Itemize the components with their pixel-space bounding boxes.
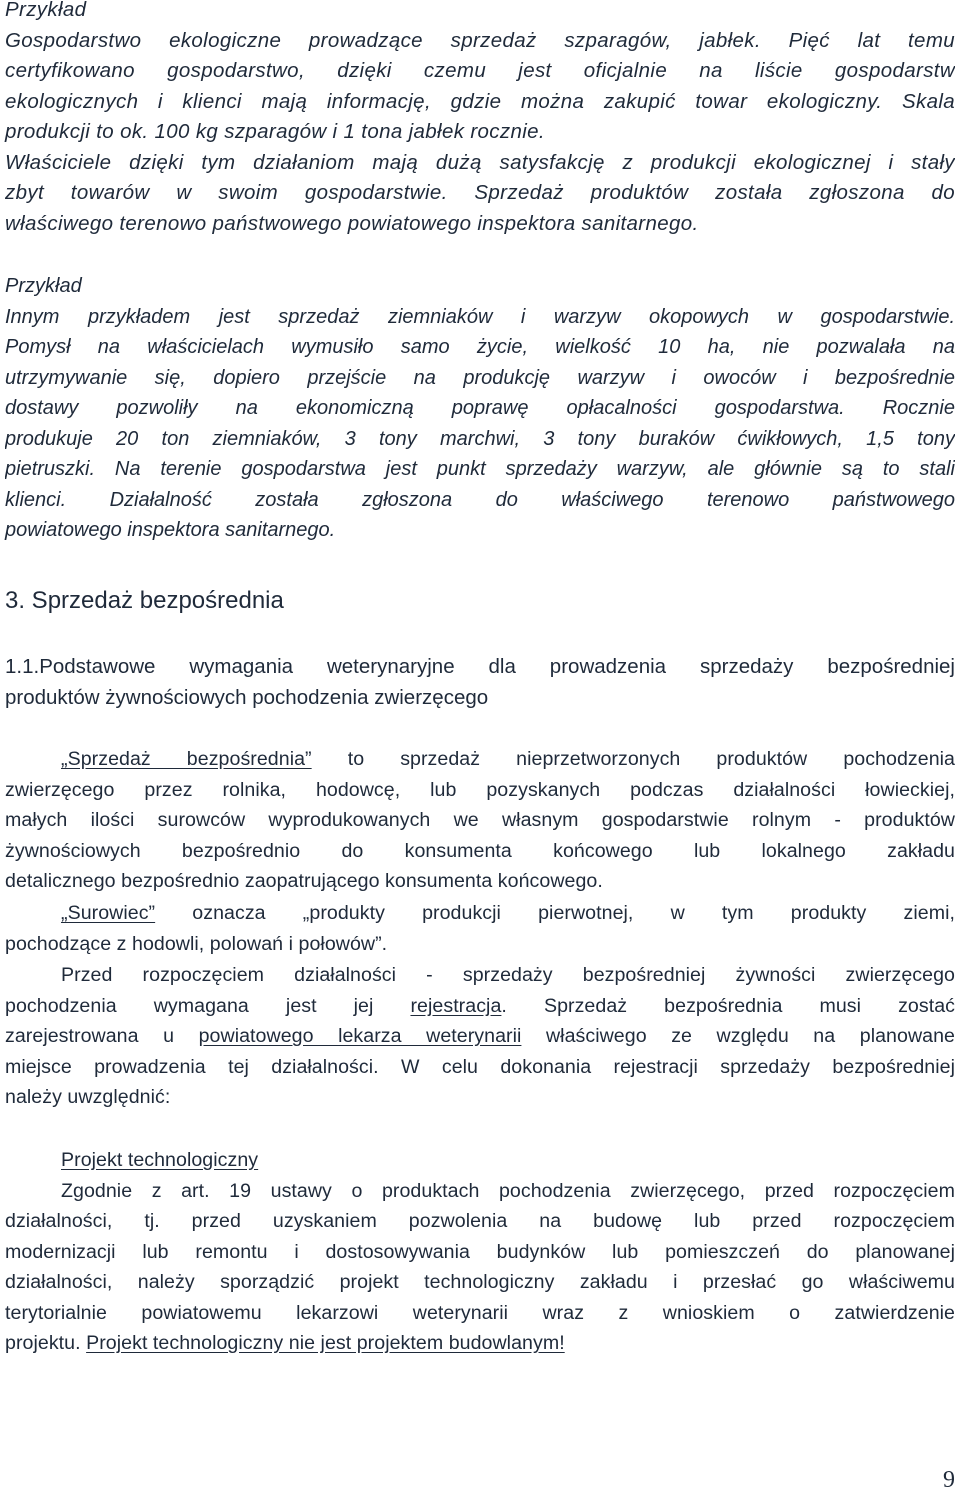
paragraph-line: modernizacji lub remontu i dostosowywania budynków lub pomieszczeń do planowanej bbox=[5, 1240, 955, 1263]
definition-line: „Surowiec” oznacza „produkty produkcji pierwotnej, w tym produkty ziemi, bbox=[61, 902, 955, 924]
example-2-line: klienci. Działalność została zgłoszona do właściwego terenowo państwowego bbox=[5, 488, 955, 511]
paragraph-line: Zgodnie z art. 19 ustawy o produktach pochodzenia zwierzęcego, przed rozpoczęciem bbox=[61, 1179, 955, 1202]
example-1-line: certyfikowano gospodarstwo, dzięki czemu jest oficjalnie na liście gospodarstw bbox=[5, 59, 955, 82]
subsection-heading bbox=[5, 652, 955, 713]
definition-line: „Sprzedaż bezpośrednia” to sprzedaż nieprzetworzonych produktów pochodzenia bbox=[61, 748, 955, 770]
example-2-line: Innym przykładem jest sprzedaż ziemniaków i warzyw okopowych w gospodarstwie. bbox=[5, 305, 955, 328]
definition-direct-sale bbox=[5, 744, 955, 897]
example-2-line: dostawy pozwoliły na ekonomiczną poprawę opłacalności gospodarstwa. Rocznie bbox=[5, 397, 955, 419]
paragraph-line: Przed rozpoczęciem działalności - sprzedaży bezpośredniej żywności zwierzęcego bbox=[61, 964, 955, 986]
not-building-project-link[interactable]: Projekt technologiczny nie jest projektem budowlanym! bbox=[86, 1332, 565, 1354]
page-number: 9 bbox=[943, 1467, 955, 1493]
example-1-line: produkcji to ok. 100 kg szparagów i 1 tona jabłek rocznie. bbox=[5, 120, 545, 143]
paragraph-line: pochodzenia wymagana jest jej rejestracja. Sprzedaż bezpośrednia musi zostać bbox=[5, 994, 955, 1017]
example-1-heading: Przykład bbox=[5, 0, 87, 21]
paragraph-line: miejsce prowadzenia tej działalności. W celu dokonania rejestracji sprzedaży bezpośredniej bbox=[5, 1055, 955, 1078]
example-2 bbox=[5, 271, 955, 546]
example-2-line: pietruszki. Na terenie gospodarstwa jest punkt sprzedaży warzyw, ale głównie są to stali bbox=[5, 458, 955, 480]
definition-line: pochodzące z hodowli, polowań i połowów”. bbox=[5, 932, 388, 955]
example-1-line: ekologicznych i klienci mają informację, gdzie można zakupić towar ekologiczny. Skala bbox=[5, 89, 955, 113]
subsection-heading-line: 1.1.Podstawowe wymagania weterynaryjne dla prowadzenia sprzedaży bezpośredniej bbox=[5, 655, 955, 678]
definition-line: zwierzęcego przez rolnika, hodowcę, lub pozyskanych podczas działalności łowieckiej, bbox=[5, 778, 955, 801]
example-1-line: zbyt towarów w swoim gospodarstwie. Sprzedaż produktów została zgłoszona do bbox=[5, 181, 955, 204]
section-heading: 3. Sprzedaż bezpośrednia bbox=[5, 587, 284, 614]
example-1 bbox=[5, 0, 955, 239]
paragraph-line: należy uwzględnić: bbox=[5, 1086, 171, 1108]
term-raw-material: „Surowiec” bbox=[61, 902, 156, 924]
example-2-heading: Przykład bbox=[5, 275, 82, 297]
example-1-line: Właściciele dzięki tym działaniom mają dużą satysfakcję z produkcji ekologicznej i stały bbox=[5, 150, 955, 174]
example-1-line: Gospodarstwo ekologiczne prowadzące sprzedaż szparagów, jabłek. Pięć lat temu bbox=[5, 28, 955, 52]
definition-raw-material bbox=[5, 898, 955, 959]
county-veterinarian-link[interactable]: powiatowego lekarza weterynarii bbox=[198, 1025, 522, 1047]
definition-line: detalicznego bezpośrednio zaopatrującego konsumenta końcowego. bbox=[5, 870, 603, 892]
paragraph-line: działalności, tj. przed uzyskaniem pozwolenia na budowę lub przed rozpoczęciem bbox=[5, 1210, 955, 1232]
example-2-line: Pomysł na właścicielach wymusiło samo życie, wielkość 10 ha, nie pozwalała na bbox=[5, 336, 955, 358]
technological-project bbox=[5, 1145, 955, 1359]
paragraph-line: terytorialnie powiatowemu lekarzowi weterynarii wraz z wnioskiem o zatwierdzenie bbox=[5, 1301, 955, 1324]
registration-paragraph bbox=[5, 960, 955, 1113]
definition-line: żywnościowych bezpośrednio do konsumenta końcowego lub lokalnego zakładu bbox=[5, 839, 955, 862]
example-2-line: utrzymywanie się, dopiero przejście na produkcję warzyw i owoców i bezpośrednie bbox=[5, 366, 955, 389]
registration-link[interactable]: rejestracja bbox=[410, 994, 502, 1017]
example-1-line: właściwego terenowo państwowego powiatowego inspektora sanitarnego. bbox=[5, 211, 699, 235]
example-2-line: powiatowego inspektora sanitarnego. bbox=[5, 519, 336, 541]
subsection-heading-line: produktów żywnościowych pochodzenia zwierzęcego bbox=[5, 685, 489, 709]
term-direct-sale: „Sprzedaż bezpośrednia” bbox=[61, 748, 312, 770]
paragraph-line: zarejestrowana u powiatowego lekarza weterynarii właściwego ze względu na planowane bbox=[5, 1025, 955, 1047]
definition-line: małych ilości surowców wyprodukowanych we własnym gospodarstwie rolnym - produktów bbox=[5, 809, 955, 831]
example-2-line: produkuje 20 ton ziemniaków, 3 tony marchwi, 3 tony buraków ćwikłowych, 1,5 tony bbox=[5, 427, 955, 450]
paragraph-line: projektu. Projekt technologiczny nie jest projektem budowlanym! bbox=[5, 1332, 565, 1354]
technological-project-heading: Projekt technologiczny bbox=[61, 1149, 259, 1171]
paragraph-line: działalności, należy sporządzić projekt technologiczny zakładu i przesłać go właściwemu bbox=[5, 1271, 955, 1293]
